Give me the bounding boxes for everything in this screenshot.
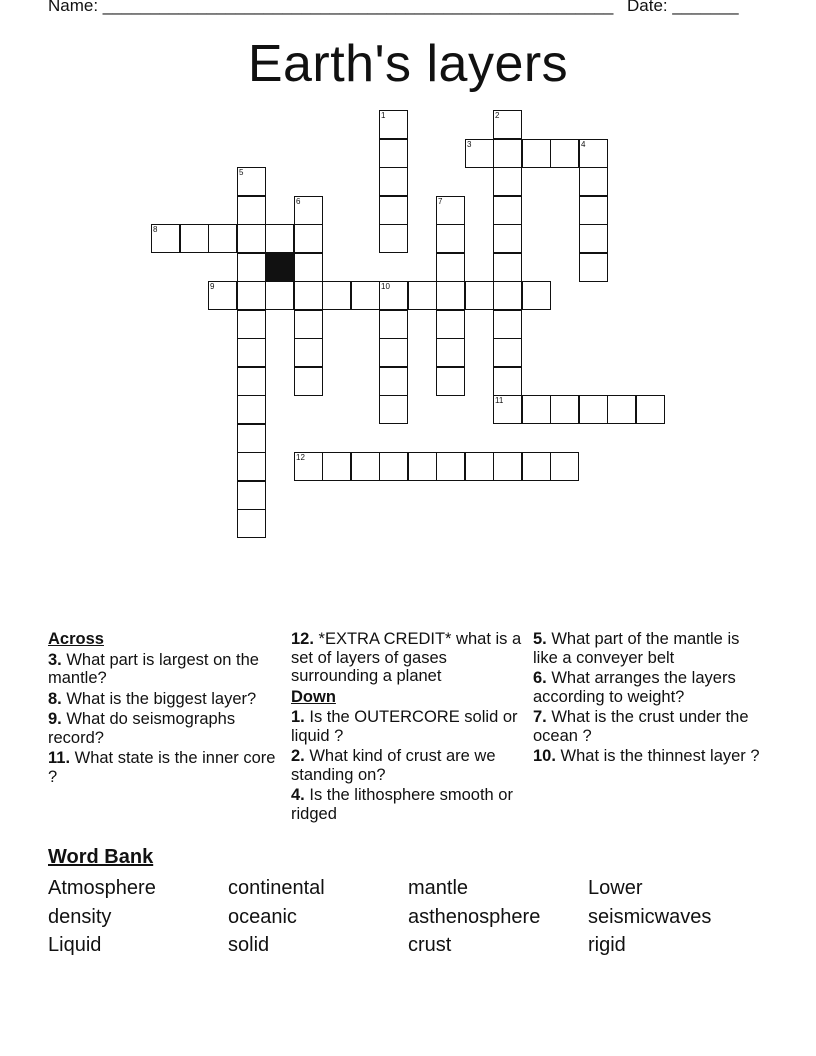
- crossword-cell[interactable]: [493, 367, 522, 396]
- crossword-cell[interactable]: [493, 167, 522, 196]
- crossword-cell[interactable]: [237, 281, 266, 310]
- crossword-cell[interactable]: [379, 338, 408, 367]
- crossword-cell[interactable]: [151, 224, 180, 253]
- clue-across-9: 9. What do seismographs record?: [48, 710, 236, 747]
- crossword-cell[interactable]: [522, 452, 551, 481]
- word-bank-word: asthenosphere: [408, 905, 541, 928]
- down-heading: Down: [291, 687, 336, 706]
- crossword-cell[interactable]: [294, 253, 323, 282]
- clue-across-12: 12. *EXTRA CREDIT* what is a set of layers of gases surrounding a planet: [291, 630, 522, 685]
- crossword-cell[interactable]: [265, 281, 294, 310]
- crossword-cell[interactable]: [237, 338, 266, 367]
- crossword-cell[interactable]: [579, 395, 608, 424]
- word-bank-word: solid: [228, 934, 270, 956]
- crossword-cell[interactable]: [436, 224, 465, 253]
- crossword-cell[interactable]: [579, 167, 608, 196]
- clue-down-10: 10. What is the thinnest layer ?: [533, 747, 760, 765]
- crossword-cell[interactable]: [237, 167, 266, 196]
- clue-column-3: [533, 630, 765, 768]
- crossword-cell[interactable]: [294, 452, 323, 481]
- crossword-cell[interactable]: [408, 281, 437, 310]
- clue-number: 3: [467, 140, 472, 149]
- word-bank-word: rigid: [588, 934, 626, 956]
- crossword-cell[interactable]: [379, 367, 408, 396]
- crossword-cell[interactable]: [379, 281, 408, 310]
- crossword-cell[interactable]: [237, 424, 266, 453]
- crossword-cell[interactable]: [237, 452, 266, 481]
- word-bank-word: density: [48, 905, 112, 928]
- crossword-cell[interactable]: [379, 395, 408, 424]
- crossword-cell[interactable]: [436, 310, 465, 339]
- crossword-cell[interactable]: [550, 139, 579, 168]
- word-bank-title: Word Bank: [48, 846, 154, 868]
- crossword-cell[interactable]: [522, 281, 551, 310]
- word-bank-word: Atmosphere: [48, 877, 156, 899]
- crossword-cell[interactable]: [550, 395, 579, 424]
- crossword-cell[interactable]: [579, 224, 608, 253]
- crossword-cell[interactable]: [294, 310, 323, 339]
- crossword-cell[interactable]: [294, 196, 323, 225]
- crossword-cell[interactable]: [265, 224, 294, 253]
- crossword-cell[interactable]: [607, 395, 636, 424]
- clue-number: 6: [296, 197, 301, 206]
- word-bank-word: Lower: [588, 877, 643, 899]
- crossword-cell[interactable]: [208, 224, 237, 253]
- crossword-cell[interactable]: [294, 367, 323, 396]
- crossword-cell[interactable]: [379, 310, 408, 339]
- crossword-cell[interactable]: [237, 196, 266, 225]
- crossword-cell[interactable]: [493, 281, 522, 310]
- crossword-cell[interactable]: [493, 224, 522, 253]
- crossword-cell[interactable]: [493, 253, 522, 282]
- crossword-cell[interactable]: [237, 367, 266, 396]
- crossword-cell[interactable]: [550, 452, 579, 481]
- crossword-cell[interactable]: [493, 310, 522, 339]
- word-bank-word: continental: [228, 877, 325, 899]
- clue-down-6: 6. What arranges the layers according to weight?: [533, 669, 736, 706]
- crossword-cell[interactable]: [408, 452, 437, 481]
- crossword-cell[interactable]: [294, 281, 323, 310]
- crossword-cell[interactable]: [436, 338, 465, 367]
- crossword-cell[interactable]: [493, 338, 522, 367]
- clue-across-8: 8. What is the biggest layer?: [48, 689, 257, 708]
- clue-down-5: 5. What part of the mantle is like a conveyer belt: [533, 630, 740, 667]
- crossword-cell[interactable]: [579, 139, 608, 168]
- page-title: Earth's layers: [247, 35, 569, 93]
- clue-number: 4: [581, 140, 586, 149]
- crossword-cell[interactable]: [522, 395, 551, 424]
- crossword-cell[interactable]: [237, 310, 266, 339]
- crossword-cell[interactable]: [465, 281, 494, 310]
- word-bank-word: crust: [408, 934, 452, 956]
- crossword-cell[interactable]: [436, 367, 465, 396]
- crossword-cell[interactable]: [379, 452, 408, 481]
- clue-column-1: [48, 630, 280, 788]
- crossword-cell[interactable]: [237, 509, 266, 538]
- crossword-cell[interactable]: [436, 253, 465, 282]
- name-field-line: Name: ______________________________________________________: [48, 0, 614, 15]
- clue-number: 12: [296, 453, 305, 462]
- crossword-cell[interactable]: [636, 395, 665, 424]
- crossword-cell[interactable]: [351, 281, 380, 310]
- clue-number: 7: [438, 197, 443, 206]
- clue-number: 1: [381, 111, 386, 120]
- crossword-cell[interactable]: [208, 281, 237, 310]
- crossword-cell[interactable]: [294, 338, 323, 367]
- crossword-cell[interactable]: [436, 281, 465, 310]
- crossword-cell[interactable]: [493, 196, 522, 225]
- clue-column-2: [291, 630, 523, 825]
- crossword-cell[interactable]: [436, 452, 465, 481]
- crossword-cell[interactable]: [322, 452, 351, 481]
- crossword-cell[interactable]: [351, 452, 380, 481]
- crossword-cell[interactable]: [522, 139, 551, 168]
- crossword-cell[interactable]: [465, 139, 494, 168]
- crossword-cell[interactable]: [493, 452, 522, 481]
- crossword-cell[interactable]: [379, 110, 408, 139]
- crossword-cell[interactable]: [379, 224, 408, 253]
- crossword-cell[interactable]: [493, 110, 522, 139]
- crossword-black-cell: [265, 253, 294, 282]
- clue-down-4: 4. Is the lithosphere smooth or ridged: [291, 786, 513, 823]
- crossword-cell[interactable]: [237, 224, 266, 253]
- crossword-cell[interactable]: [379, 196, 408, 225]
- word-bank-word: Liquid: [48, 934, 102, 956]
- crossword-cell[interactable]: [180, 224, 209, 253]
- word-bank-word: seismicwaves: [588, 905, 712, 928]
- word-bank-word: oceanic: [228, 905, 297, 928]
- crossword-cell[interactable]: [436, 196, 465, 225]
- crossword-cell[interactable]: [493, 395, 522, 424]
- crossword-cell[interactable]: [379, 167, 408, 196]
- across-heading: Across: [48, 630, 104, 648]
- word-bank: [48, 874, 768, 960]
- crossword-cell[interactable]: [579, 253, 608, 282]
- crossword-cell[interactable]: [237, 481, 266, 510]
- clue-down-1: 1. Is the OUTERCORE solid or liquid ?: [291, 708, 518, 745]
- word-bank-word: mantle: [408, 877, 469, 899]
- crossword-cell[interactable]: [237, 253, 266, 282]
- clue-across-11: 11. What state is the inner core ?: [48, 749, 276, 786]
- clue-down-2: 2. What kind of crust are we standing on?: [291, 747, 496, 784]
- date-field-line: Date: _______: [627, 0, 739, 15]
- clue-number: 8: [153, 225, 158, 234]
- crossword-cell[interactable]: [237, 395, 266, 424]
- clue-number: 10: [381, 282, 390, 291]
- clue-across-3: 3. What part is largest on the mantle?: [48, 650, 259, 687]
- crossword-cell[interactable]: [465, 452, 494, 481]
- crossword-cell[interactable]: [579, 196, 608, 225]
- crossword-cell[interactable]: [493, 139, 522, 168]
- clue-number: 5: [239, 168, 244, 177]
- clue-number: 2: [495, 111, 500, 120]
- clue-number: 11: [495, 396, 504, 405]
- clue-number: 9: [210, 282, 215, 291]
- crossword-cell[interactable]: [294, 224, 323, 253]
- clue-down-7: 7. What is the crust under the ocean ?: [533, 708, 749, 745]
- crossword-cell[interactable]: [379, 139, 408, 168]
- crossword-cell[interactable]: [322, 281, 351, 310]
